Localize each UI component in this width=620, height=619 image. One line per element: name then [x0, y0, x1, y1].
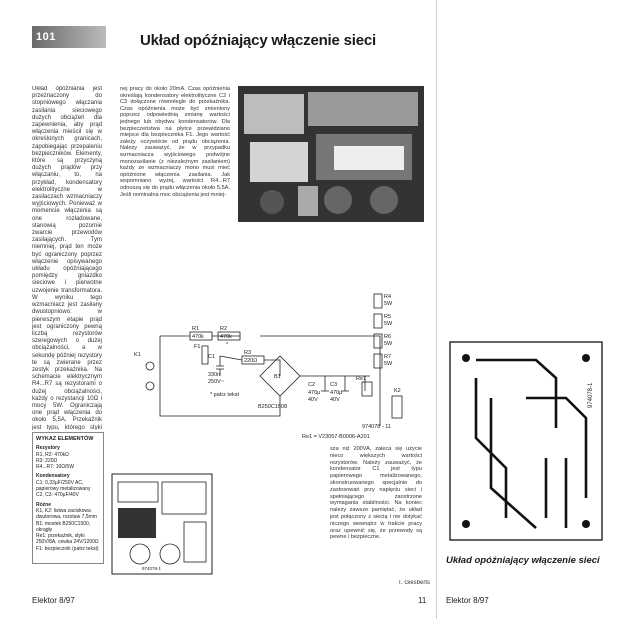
page-divider	[436, 0, 437, 619]
parts-sec-1-head: Kondensatory	[36, 473, 70, 480]
label-c1v2: 250V~	[208, 379, 225, 385]
text-column-2: nej pracy do około 20mA. Czas opóźnienia określają kondensatory elektrolityczne C2 i C3 dołączone równolegle do przekaźnika. Czas opóźnienia może być zmieniony poprzez odpowiednią zmianę wartości jednego lub obydwu kondensatorów. Dla bezpieczeństwa na płytce przewidziano miejsce dla bezpiecznika F1. Jego wartość zależy oczywiście od prądu obciążenia. Należy zauważyć, że w przypadku wzmacniacza wyjściowego podwójne monozasilanie (z niezależnym zasilaniem) każdy ze wzmacniaczy mono musi mieć opóźnione włączenia zasilania. Jak wspomniano wyżej, wartości R4...R7 odnoszą się do prądu włączenia około 5,5A. Jeśli nominalna moc obciążenia jest mniej-	[120, 86, 230, 198]
parts-line: C1: 0,33μF/250V AC, papierowy metalizowany	[36, 479, 91, 493]
label-r5: R5	[384, 314, 392, 320]
author: T. Giesberts	[397, 580, 430, 586]
circuit-schematic	[130, 286, 426, 442]
note-see-text: * patrz tekst	[210, 392, 240, 398]
parts-title: WYKAZ ELEMENTÓW	[36, 436, 94, 442]
text-column-3: sza niż 200VA, zaleca się użycie nieco większych wartości rezystorów. Należy zauważyć, że kondensator C1 jest typu papierowego metalizowanego, skonstruowanego specjalnie do zastosowań przy napięciu sieci i spełniającego zaostrzone wymagania stabilności. Na koniec należy zawsze pamiętać, że układ jest połączony z siecią i nie dotykać niczego wewnątrz w trakcie pracy oraz upewnić się, że przewody są pewne i bezpieczne.	[330, 446, 422, 541]
label-r3: R3	[244, 350, 252, 356]
pcb-code: 974078-1	[142, 566, 162, 571]
parts-line: K1, K2: listwa zaciskowa dwutorowa, rozstaw 7,5mm	[36, 507, 97, 521]
label-c1v1: 330n	[208, 372, 221, 378]
component-layout	[110, 472, 214, 578]
label-r2: R2	[220, 326, 228, 332]
label-re1: Re1	[356, 376, 367, 382]
relay-note: Re1 = V23057-B0006-A201	[302, 434, 370, 440]
series-badge: 101 UKŁADÓW	[32, 26, 106, 48]
label-r3v: 220Ω	[244, 358, 258, 364]
footer-left: Elektor 8/97	[32, 596, 75, 605]
pcb-layout	[446, 338, 606, 544]
label-c3: C3	[330, 382, 338, 388]
label-c1: C1	[208, 354, 216, 360]
parts-line: R1, R2: 470kΩ	[36, 451, 69, 458]
parts-line: C2, C3: 470μF/40V	[36, 492, 79, 499]
right-footer: Elektor 8/97	[446, 596, 489, 605]
parts-line: B1: mostek B250C1500, okrągły	[36, 520, 91, 533]
right-caption: Układ opóźniający włączenie sieci	[446, 555, 600, 566]
label-r7-watt: 5W	[384, 361, 393, 367]
parts-sec-2-head: Różne	[36, 501, 51, 508]
parts-line: R3: 220Ω	[36, 457, 58, 464]
parts-line: R4...R7: 10Ω/5W	[36, 464, 74, 471]
text-column-1: Układ opóźniania jest przeznaczony do stopniowego włączania zasilania sieciowego dużych obciążeń dla zapewnienia, aby prąd włączenia mieścił się w określonych granicach, zapobiegając przepaleniu bezpieczników. Elementy, które są przyczyną dużych prądów przy włączaniu, to, na przykład, kondensatory elektrolityczne w zasilaczach wzmacniaczy wyjściowych. Ponieważ w momencie włączenia są one rozładowane, stanowią pozornie zwarcie przewodów zasilających. Tym niemniej, prąd ten może być ograniczony poprzez włączenie opisywanego układu opóźniającego pomiędzy gniazdko sieciowe i pierwotne uzwojenie transformatora. W wyniku tego wzmacniacz jest zasilany dwustopniowo: w pierwszym etapie prąd jest ograniczony pewną liczbą rezystorów szeregowych o dużej obciążalności, a w sekundę później rezystory te są zwierane przez zestyk przekaźnika. Na schemacie elektrycznym R4...R7 są rezystorami o dużej obciążalności, każdy o rezystancji 10Ω i mocy 5W. Ograniczają one prąd włączenia do około 5,5A. Przekaźnik jest typu, którego styki	[32, 86, 102, 430]
label-asterisk: *	[226, 342, 229, 348]
label-r4-watt: 5W	[384, 301, 393, 307]
label-b1: B1	[274, 374, 281, 380]
label-r2v: 470k	[220, 334, 232, 340]
parts-list	[32, 432, 104, 564]
label-r1: R1	[192, 326, 200, 332]
label-bridge: B250C1508	[258, 404, 288, 410]
label-k2: K2	[394, 388, 401, 394]
label-r6-watt: 5W	[384, 341, 393, 347]
page-number: 11	[418, 596, 427, 605]
label-r5-watt: 5W	[384, 321, 393, 327]
label-f1: F1	[194, 344, 201, 350]
label-c2v2: 40V	[308, 397, 318, 403]
label-r6: R6	[384, 334, 392, 340]
label-c3v1: 470μ	[330, 390, 343, 396]
label-r1v: 470k	[192, 334, 204, 340]
label-k1: K1	[134, 352, 141, 358]
circuit-photo	[238, 86, 424, 222]
parts-line: F1: bezpiecznik (patrz tekst)	[36, 545, 99, 552]
label-r4: R4	[384, 294, 392, 300]
parts-line: Re1: przekaźnik, styki 250V/8A, cewka 24V/1200Ω	[36, 533, 99, 546]
parts-sec-0-head: Rezystory	[36, 445, 60, 452]
right-code: 974078-1	[588, 382, 594, 408]
label-c2v1: 470μ	[308, 390, 321, 396]
label-r7: R7	[384, 354, 392, 360]
label-c3v2: 40V	[330, 397, 340, 403]
label-c2: C2	[308, 382, 316, 388]
schematic-code: 974078 - 11	[362, 424, 391, 430]
article-title: Układ opóźniający włączenie sieci	[140, 32, 377, 49]
